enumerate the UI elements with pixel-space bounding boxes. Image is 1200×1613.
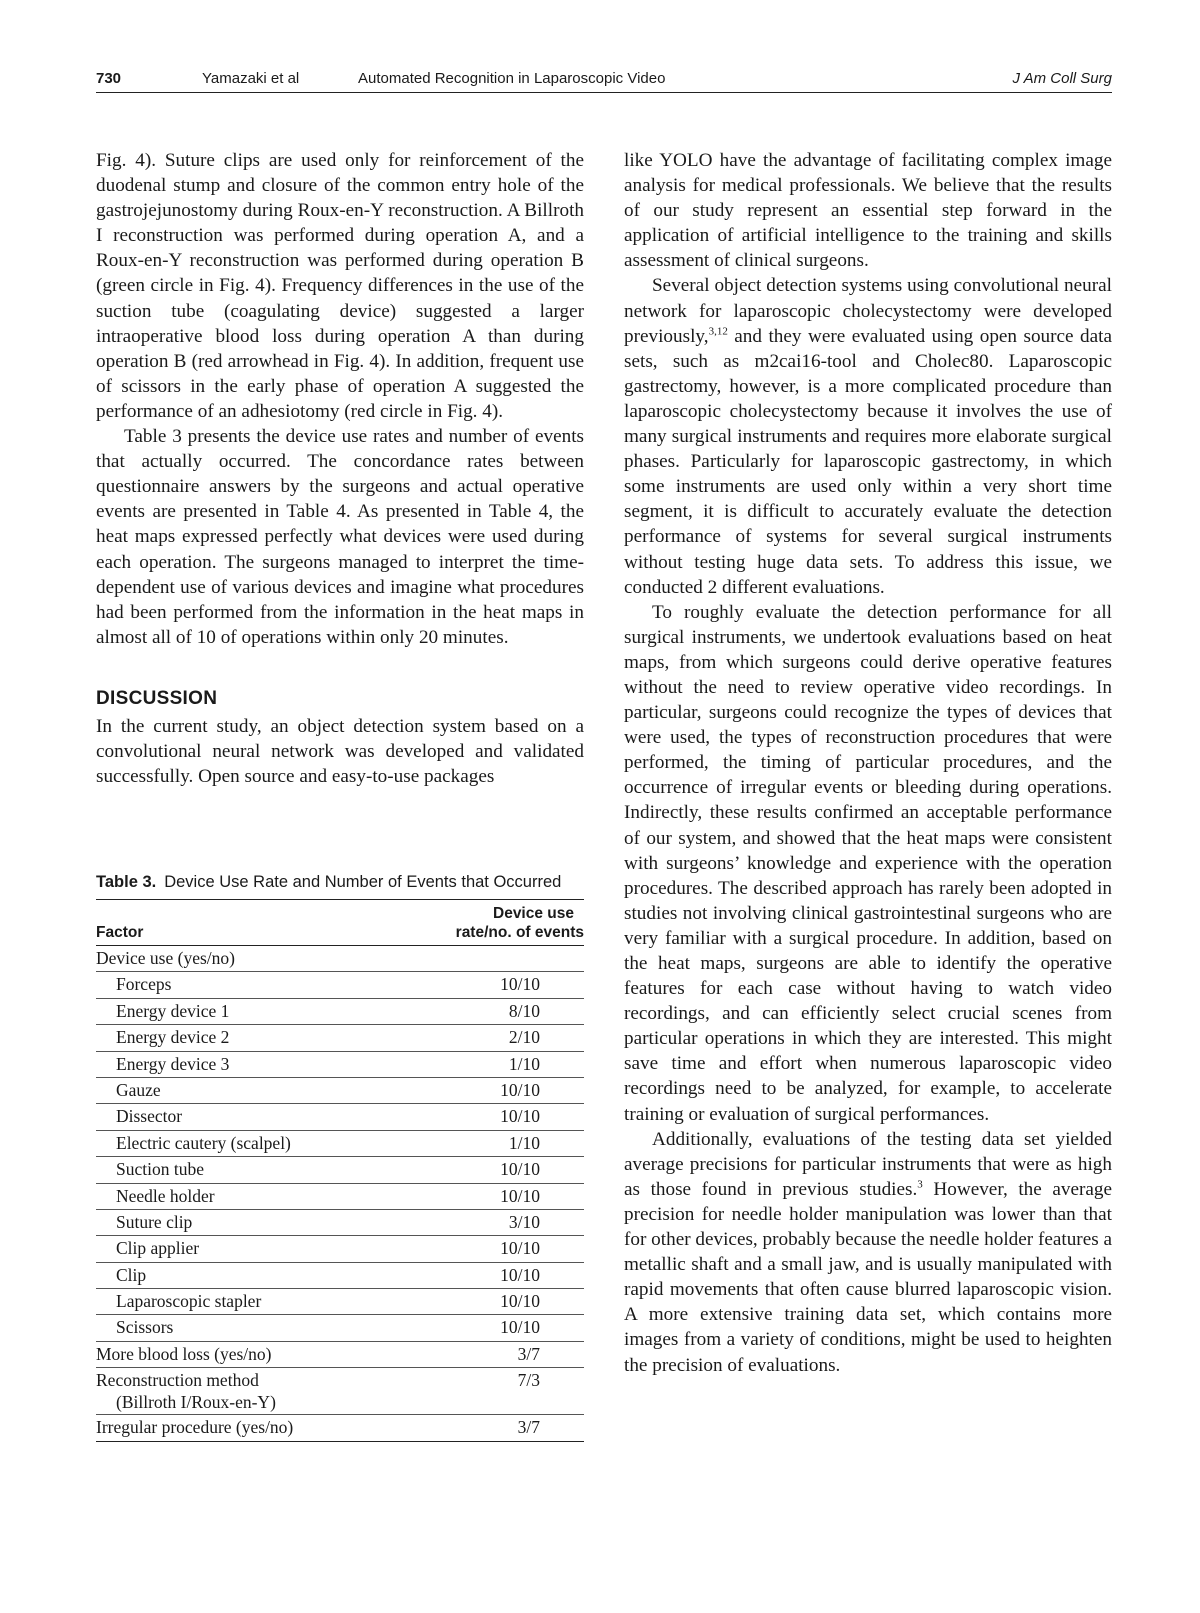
table-cell-factor: Needle holder	[96, 1183, 380, 1209]
table-row	[96, 1415, 584, 1441]
column-header-rate-line2: rate/no. of events	[455, 924, 584, 941]
body-paragraph	[624, 273, 1112, 599]
table-cell-value: 8/10	[380, 998, 584, 1024]
table-cell-value: 10/10	[380, 1289, 584, 1315]
table-cell-factor: Electric cautery (scalpel)	[96, 1130, 380, 1156]
table-row	[96, 1183, 584, 1209]
header-journal: J Am Coll Surg	[1012, 70, 1112, 87]
table-cell-factor: Suction tube	[96, 1157, 380, 1183]
table-cell-value: 7/3	[380, 1368, 584, 1415]
column-header-rate	[380, 900, 584, 946]
header-title: Automated Recognition in Laparoscopic Video	[358, 70, 666, 87]
table-row	[96, 946, 584, 972]
body-paragraph: In the current study, an object detection system based on a convolutional neural network was developed and validated successfully. Open source and easy-to-use packages	[96, 715, 584, 788]
table-row	[96, 1130, 584, 1156]
table-cell-factor-line2: (Billroth I/Roux-en-Y)	[116, 1392, 276, 1413]
table-cell-factor: Laparoscopic stapler	[96, 1289, 380, 1315]
table-cell-factor	[96, 1368, 380, 1415]
right-column	[624, 148, 1112, 1378]
table-cell-value	[380, 946, 584, 972]
table-cell-factor: Energy device 1	[96, 998, 380, 1024]
citation-reference: 3,12	[708, 325, 728, 338]
table-cell-factor: More blood loss (yes/no)	[96, 1341, 380, 1367]
column-header-factor: Factor	[96, 900, 380, 946]
table-cell-value: 10/10	[380, 1262, 584, 1288]
table-row	[96, 1236, 584, 1262]
table-row	[96, 1104, 584, 1130]
table-cell-factor-line1: Reconstruction method	[96, 1370, 259, 1391]
body-paragraph	[624, 1127, 1112, 1378]
table-cell-value: 2/10	[380, 1025, 584, 1051]
section-heading-discussion: DISCUSSION	[96, 687, 218, 709]
body-paragraph: To roughly evaluate the detection performance for all surgical instruments, we undertook evaluations based on heat maps, from which surgeons could derive operative features without the need to review operative video recordings. In particular, surgeons could recognize the types of devices that were used, the types of reconstruction procedures that were performed, the timing of particular procedures, and the occurrence of irregular events or bleeding during operations. Indirectly, these results confirmed an acceptable performance of our system, and showed that the heat maps were consistent with surgeons’ knowledge and experience with the operation procedures. The described approach has rarely been adopted in studies not involving clinical gastrointestinal surgeons who are very familiar with a surgical procedure. In addition, based on the heat maps, surgeons are able to identify the operative features for each case without having to watch video recordings, and can efficiently select crucial scenes from particular operations in which they are interested. This might save time and effort when numerous laparoscopic video recordings need to be analyzed, for example, to accelerate training or evaluation of surgical performances.	[624, 601, 1112, 1125]
table-cell-value: 1/10	[380, 1130, 584, 1156]
paragraph-text: However, the average precision for needle holder manipulation was lower than that for other devices, probably because the needle holder features a metallic shaft and a small jaw, and is usually manipulated with rapid movements that often cause blurred laparoscopic vision. A more extensive training data set, which contains more images from a variety of conditions, might be used to heighten the precision of evaluations.	[624, 1178, 1112, 1376]
table-row	[96, 972, 584, 998]
table-cell-value: 10/10	[380, 972, 584, 998]
table-cell-factor: Energy device 3	[96, 1051, 380, 1077]
body-paragraph: Fig. 4). Suture clips are used only for reinforcement of the duodenal stump and closure of the common entry hole of the gastrojejunostomy during Roux-en-Y reconstruction. A Billroth I reconstruction was performed during operation A, and a Roux-en-Y reconstruction was performed during operation B (green circle in Fig. 4). Frequency differences in the use of the suction tube (coagulating device) suggested a larger intraoperative blood loss during operation A than during operation B (red arrowhead in Fig. 4). In addition, frequent use of scissors in the early phase of operation A suggested the performance of an adhesiotomy (red circle in Fig. 4).	[96, 150, 584, 422]
table-caption	[96, 872, 584, 893]
paragraph-text: Additionally, evaluations of the testing data set yielded average precisions for particular instruments that were as high as those found in previous studies.	[624, 1128, 1112, 1200]
table-cell-factor: Device use (yes/no)	[96, 946, 380, 972]
table-cell-value: 10/10	[380, 1104, 584, 1130]
column-header-rate-line1: Device use	[493, 905, 574, 922]
table-3	[96, 872, 584, 1442]
table-cell-value: 3/7	[380, 1415, 584, 1441]
table-row	[96, 1077, 584, 1103]
table-cell-factor: Dissector	[96, 1104, 380, 1130]
table-cell-value: 1/10	[380, 1051, 584, 1077]
table-cell-value: 10/10	[380, 1236, 584, 1262]
table-row	[96, 1262, 584, 1288]
table-cell-factor: Forceps	[96, 972, 380, 998]
device-use-table	[96, 899, 584, 1442]
table-row	[96, 1051, 584, 1077]
table-cell-factor: Clip applier	[96, 1236, 380, 1262]
paragraph-text: Several object detection systems using convolutional neural network for laparoscopic cholecystectomy were developed previously,	[624, 275, 1112, 347]
table-cell-value: 3/7	[380, 1341, 584, 1367]
table-cell-value: 10/10	[380, 1157, 584, 1183]
table-row	[96, 998, 584, 1024]
left-column	[96, 148, 584, 789]
page-number: 730	[96, 70, 122, 87]
body-paragraph: Table 3 presents the device use rates and number of events that actually occurred. The concordance rates between questionnaire answers by the surgeons and actual operative events are presented in Table 4. As presented in Table 4, the heat maps expressed perfectly what devices were used during each operation. The surgeons managed to interpret the time-dependent use of various devices and imagine what procedures had been performed from the information in the heat maps in almost all of 10 of operations within only 20 minutes.	[96, 426, 584, 648]
table-row	[96, 1289, 584, 1315]
citation-reference: 3	[917, 1178, 923, 1191]
body-paragraph: like YOLO have the advantage of facilitating complex image analysis for medical professionals. We believe that the results of our study represent an essential step forward in the application of artificial intelligence to the training and skills assessment of clinical surgeons.	[624, 150, 1112, 272]
table-cell-value: 3/10	[380, 1209, 584, 1235]
paragraph-text: and they were evaluated using open source data sets, such as m2cai16-tool and Cholec80. Laparoscopic gastrectomy, however, is a more complicated procedure than laparoscopic cholecystectomy because it involves the use of many surgical instruments and requires more elaborate surgical phases. Particularly for laparoscopic gastrectomy, in which some instruments are used only within a very short time segment, it is difficult to accurately evaluate the detection performance of systems for several surgical instruments without testing huge data sets. To address this issue, we conducted 2 different evaluations.	[624, 325, 1112, 598]
table-row	[96, 1368, 584, 1415]
table-cell-value: 10/10	[380, 1077, 584, 1103]
table-row	[96, 1025, 584, 1051]
table-cell-factor: Irregular procedure (yes/no)	[96, 1415, 380, 1441]
table-label: Table 3.	[96, 873, 157, 891]
table-row	[96, 1341, 584, 1367]
header-authors: Yamazaki et al	[202, 70, 300, 87]
table-cell-factor: Suture clip	[96, 1209, 380, 1235]
table-row	[96, 1315, 584, 1341]
table-cell-value: 10/10	[380, 1183, 584, 1209]
table-cell-value: 10/10	[380, 1315, 584, 1341]
table-cell-factor: Scissors	[96, 1315, 380, 1341]
table-row	[96, 1157, 584, 1183]
table-cell-factor: Clip	[96, 1262, 380, 1288]
table-cell-factor: Energy device 2	[96, 1025, 380, 1051]
table-cell-factor: Gauze	[96, 1077, 380, 1103]
table-row	[96, 1209, 584, 1235]
running-header	[96, 66, 1112, 93]
table-caption-text: Device Use Rate and Number of Events that Occurred	[164, 873, 562, 891]
